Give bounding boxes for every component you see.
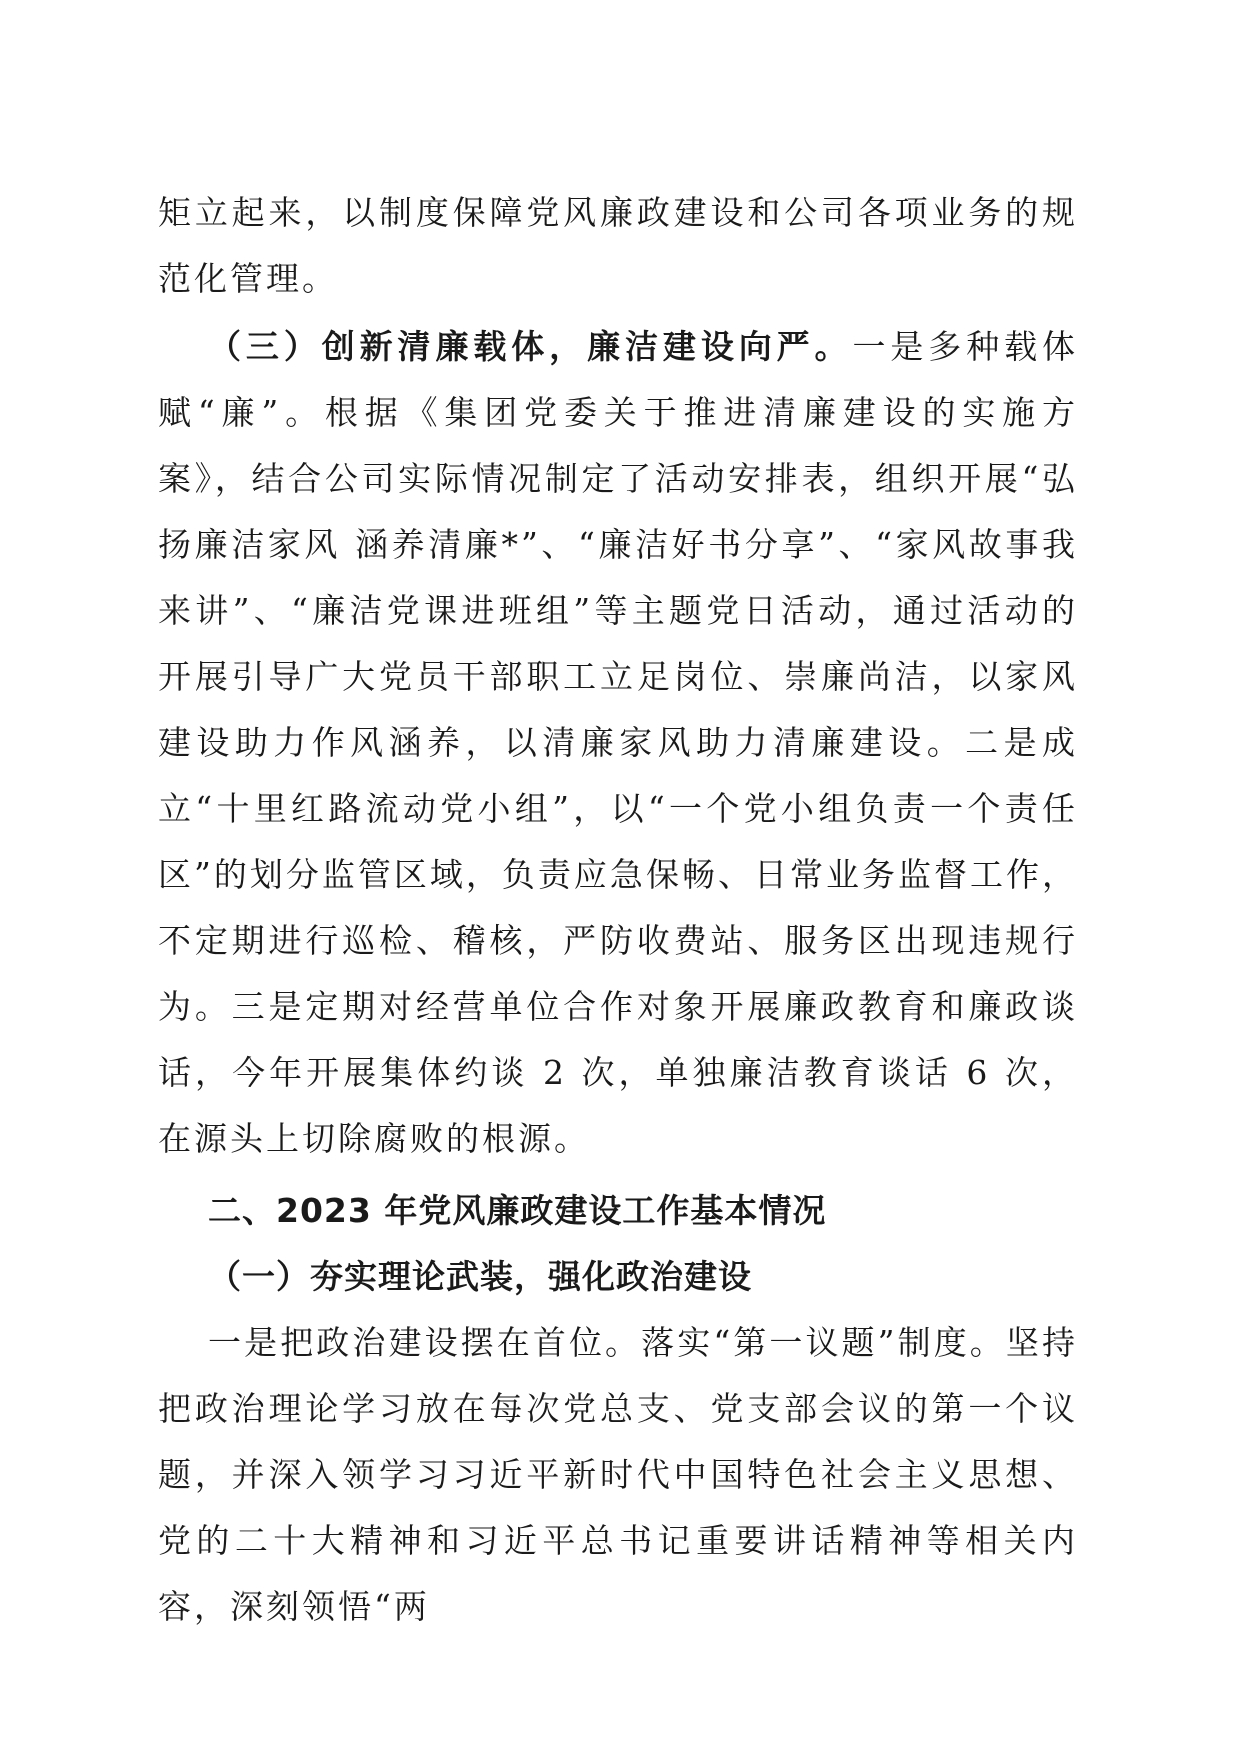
paragraph-political-building <box>158 1310 1078 1640</box>
paragraph-text: 一是多种载体赋“廉”。根据《集团党委关于推进清廉建设的实施方案》，结合公司实际情况制定了活动安排表，组织开展“弘扬廉洁家风 涵养清廉*”、“廉洁好书分享”、“家风故事我来讲”、“廉洁党课进班组”等主题党日活动，通过活动的开展引导广大党员干部职工立足岗位、崇廉尚洁，以家风建设助力作风涵养，以清廉家风助力清廉建设。二是成立“十里红路流动党小组”，以“一个党小组负责一个责任区”的划分监管区域，负责应急保畅、日常业务监督工作，不定期进行巡检、稽核，严防收费站、服务区出现违规行为。三是定期对经营单位合作对象开展廉政教育和廉政谈话，今年开展集体约谈 2 次，单独廉洁教育谈话 6 次，在源头上切除腐败的根源。 <box>158 327 1079 1158</box>
paragraph-text: 一是把政治建设摆在首位。落实“第一议题”制度。坚持把政治理论学习放在每次党总支、党支部会议的第一个议题，并深入领学习习近平新时代中国特色社会主义思想、党的二十大精神和习近平总书记重要讲话精神等相关内容，深刻领悟“两 <box>158 1323 1078 1626</box>
section-heading: 二、2023 年党风廉政建设工作基本情况 <box>208 1191 827 1230</box>
paragraph-section-three <box>158 314 1078 1172</box>
subsection-heading: （一）夯实理论武装，强化政治建设 <box>208 1257 752 1296</box>
section-lead-heading: （三）创新清廉载体，廉洁建设向严。 <box>208 327 853 366</box>
document-body <box>158 180 1078 1640</box>
paragraph-text: 矩立起来，以制度保障党风廉政建设和公司各项业务的规范化管理。 <box>158 193 1078 298</box>
paragraph-continuation <box>158 180 1078 312</box>
